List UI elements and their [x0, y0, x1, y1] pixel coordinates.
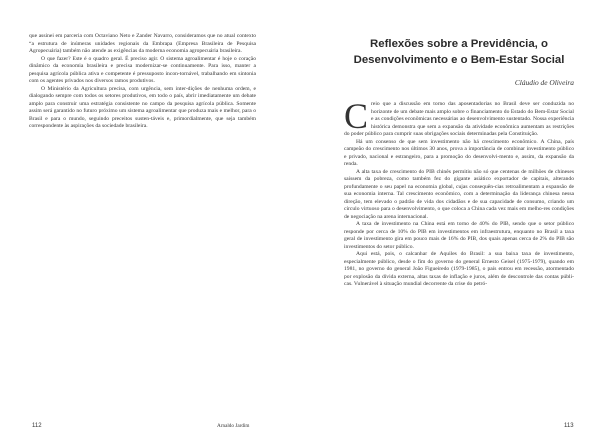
left-page-body: [29, 33, 256, 131]
right-paragraph-3: A alta taxa de crescimento do PIB chinês permitiu não só que centenas de milhões de chineses saíssem da pobreza, como também fez do gigante asiático exportador de capitais, alterando profundamente o seu papel na economia global, cujas consequên-cias retroalimentam a expansão de sua economia interna. Tal crescimento econômico, com a determinação da liderança chinesa nessa direção, tem elevado o padrão de vida dos cidadãos e de sua capacidade de consumo, criando um círculo virtuoso para o desenvolvimento, o que coloca a China cada vez mais em melho-res condições de negociação na arena internacional.: [344, 168, 574, 220]
chapter-author: Cláudio de Oliveira: [514, 78, 574, 87]
right-page: [300, 0, 600, 439]
left-page-number: 112: [32, 423, 42, 429]
right-paragraph-5: Aqui está, pois, o calcanhar de Aquiles do Brasil: a sua baixa taxa de investimento, especialmente público, desde o fim do governo do general Ernesto Geisel (1975-1979), quando em 1981, no governo do general João Figueiredo (1979-1985), o país entrou em recessão, atormentado por explosão da dívida externa, altas taxas de inflação e juros, além de descontrole das contas públi-cas. Vulnerável à situação mundial decorrente da crise do petró-: [344, 251, 574, 287]
right-paragraph-2: Há um consenso de que sem investimento não há crescimento econômico. A China, país campeão do crescimento nos últimos 30 anos, prova a importância de combinar investimento público e privado, nacional e estrangeiro, para a promoção do desenvolvi-mento e, assim, da expansão da renda.: [344, 138, 574, 167]
left-paragraph-2: O que fazer? Este é o quadro geral. É preciso agir. O sistema agroalimentar é hoje o coração dinâmico da economia brasileira e precisa modernizar-se continuamente. Para isso, manter a pesquisa agrícola pública ativa e competente é pressuposto incon-tornável, trabalhando em sintonia com os agentes privados nos diversos ramos produtivos.: [29, 55, 256, 84]
running-head-author: Arnaldo Jardim: [217, 423, 250, 429]
right-page-body: [344, 96, 574, 289]
chapter-title: Reflexões sobre a Previdência, o Desenvolvimento e o Bem-Estar Social: [353, 38, 565, 66]
right-paragraph-1: Creio que a discussão em torno das aposentadorias no Brasil deve ser conduzida no horizonte de um debate mais amplo sobre o financiamento do Estado do Bem-Estar Social e as condições econômicas necessárias ao desenvolvimento sustentado. Nossa experiência histórica demonstra que sem a expansão da atividade econômica aumentam as restrições do poder público para cumprir suas obrigações sociais determinadas pela Constituição.: [344, 96, 574, 137]
left-paragraph-3: O Ministério da Agricultura precisa, com urgência, sem inter-dições de nenhuma ordem, e dialogando sempre com todos os setores produtivos, em todo o país, abrir imediatamente um debate amplo para construir uma estratégia consistente no campo da pesquisa agrícola pública. Somente assim será garantido no futuro próximo um sistema agroalimentar que produza mais e melhor, para o Brasil e para o mundo, seguindo preceitos susten-táveis e, primordialmente, que seja também correspondente às aspirações da sociedade brasileira.: [29, 85, 256, 129]
right-page-number: 113: [564, 423, 574, 429]
left-paragraph-1: que assinei em parceria com Octaviano Neto e Zander Navarro, consideramos que no atual contexto “a estrutura de inúmeras unidades regionais da Embrapa (Empresa Brasileira de Pesquisa Agropecuária) também não atende as exigências da moderna economia agropecuária brasileira.: [29, 33, 256, 54]
right-paragraph-4: A taxa de investimento na China está em torno de 40% do PIB, sendo que o setor público responde por cerca de 10% do PIB em investimentos em infraestrutura, enquanto no Brasil a taxa geral de investimento gira em pouco mais de 16% do PIB, dos quais apenas cerca de 2% do PIB são investimentos do setor público.: [344, 221, 574, 250]
